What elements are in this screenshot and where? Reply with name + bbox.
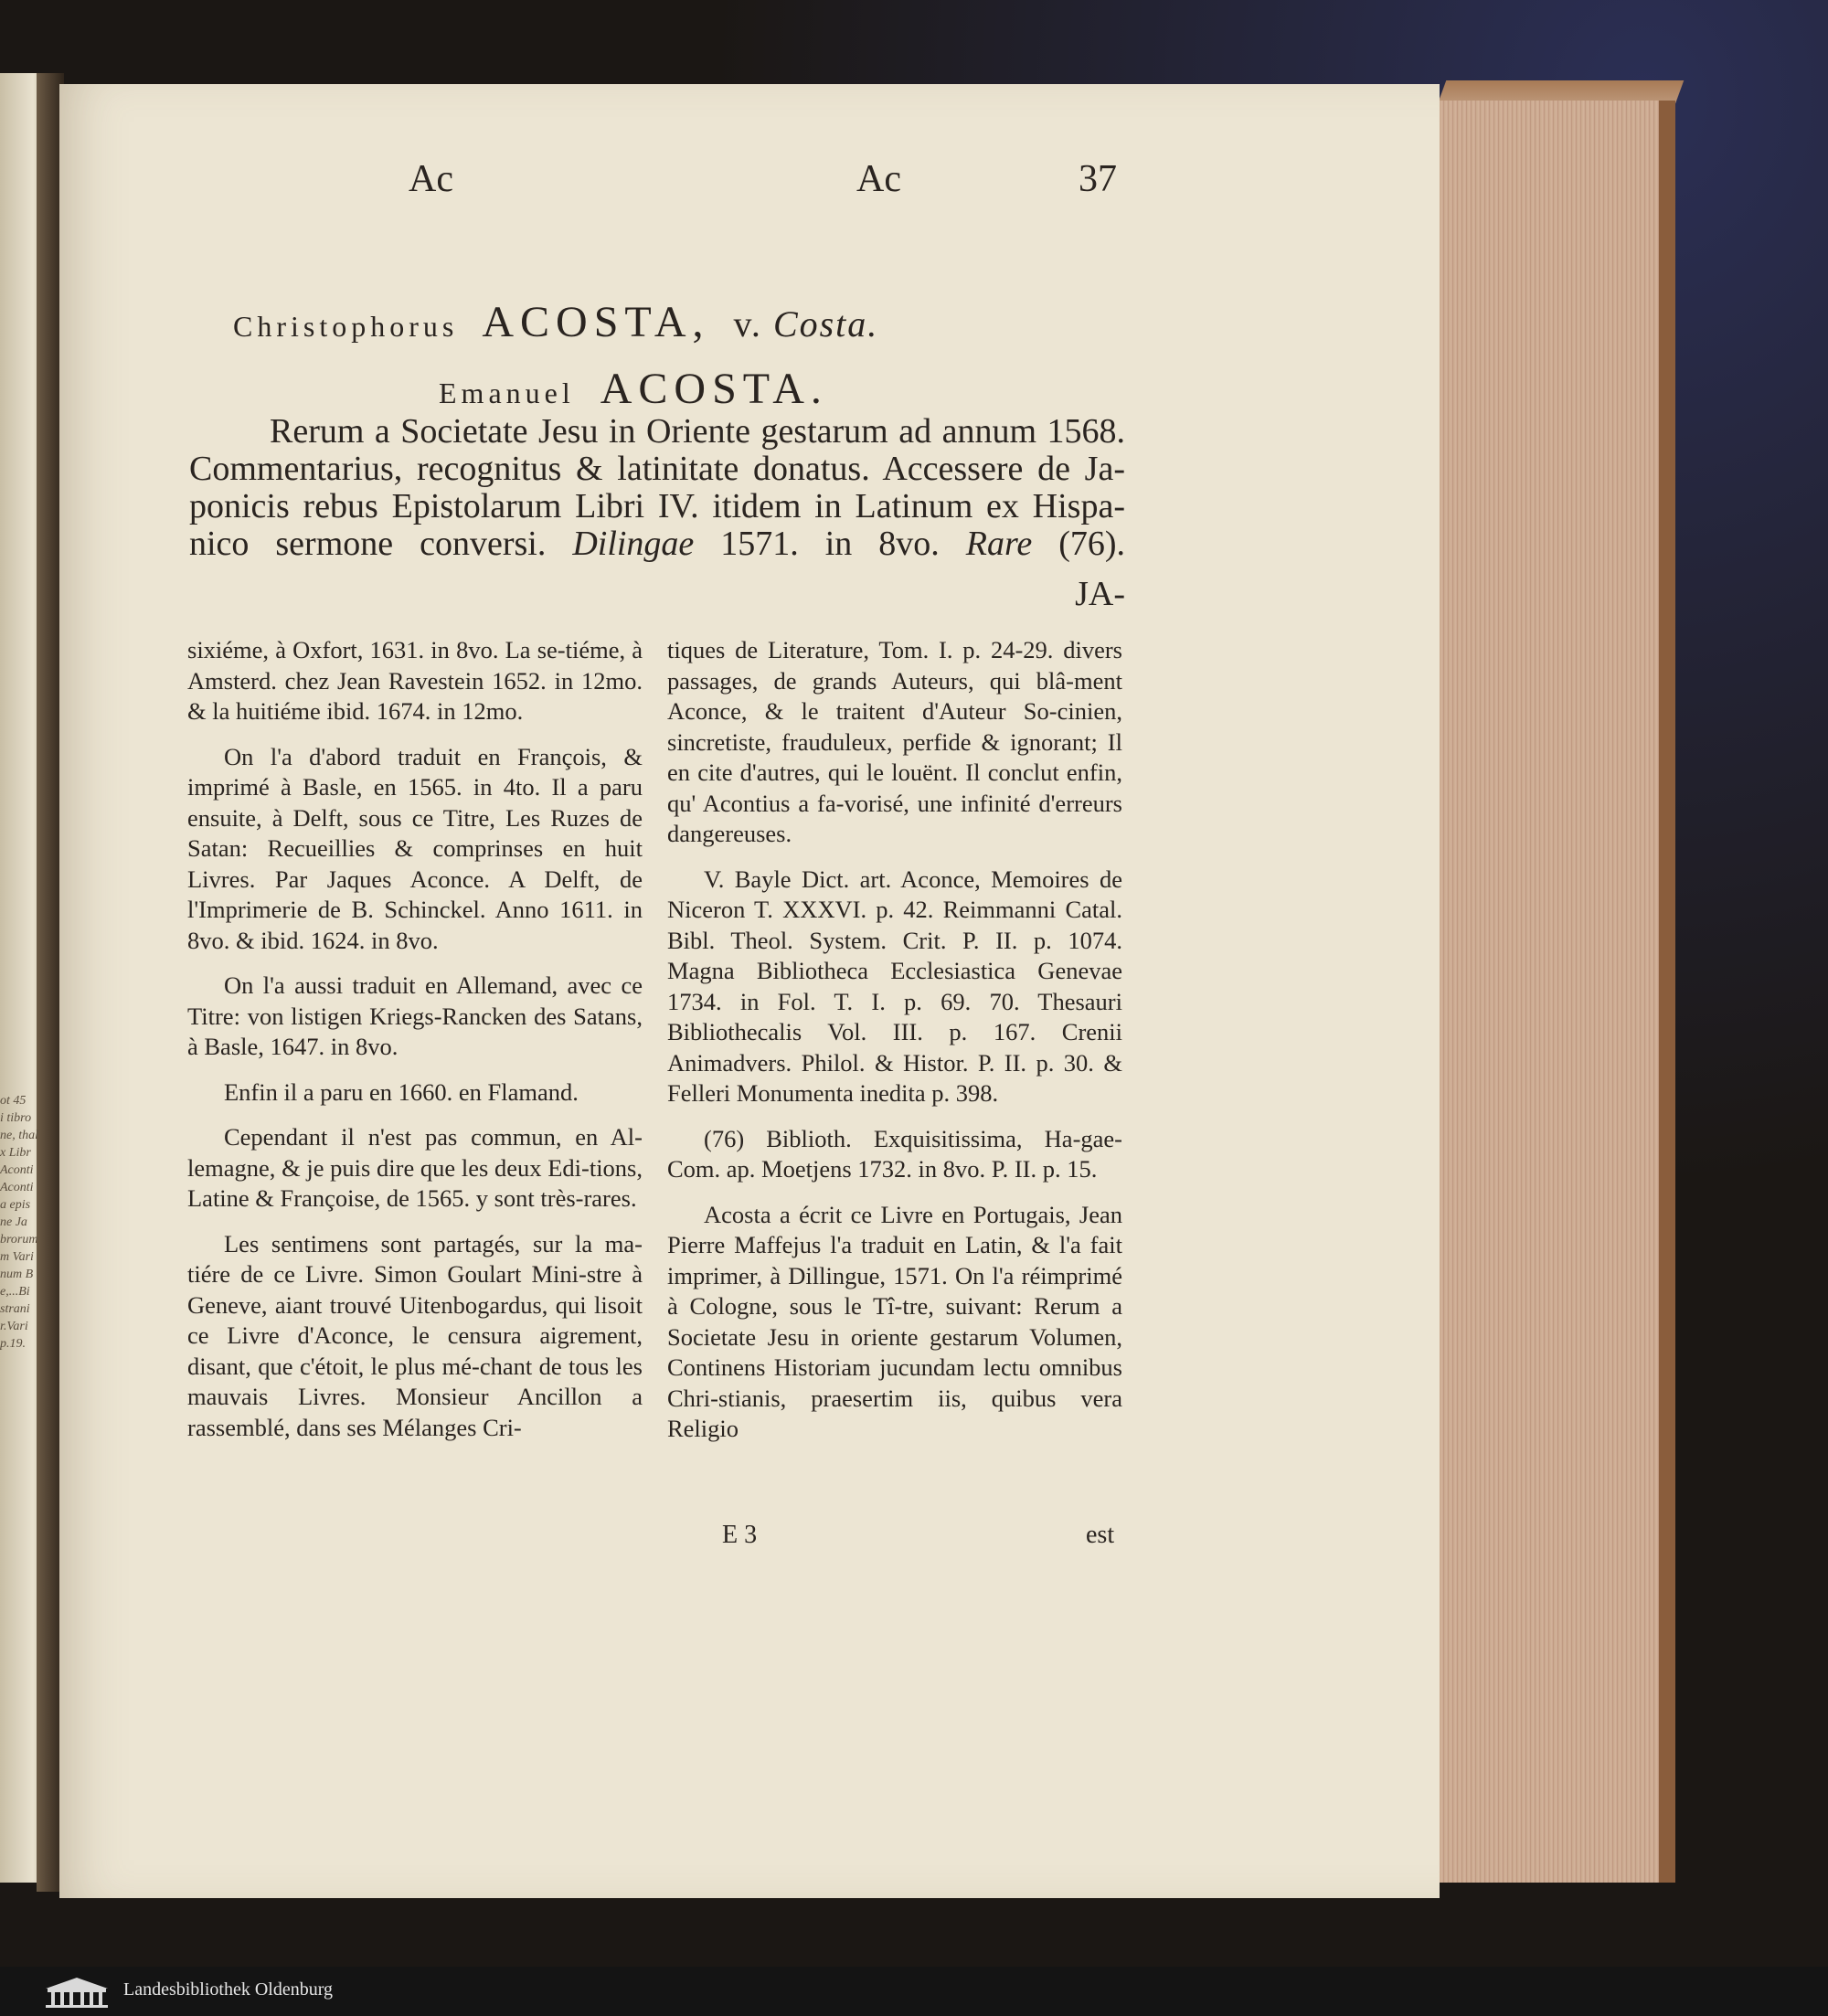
margin-note-line: m Vari <box>0 1250 34 1264</box>
entry-line: Rerum a Societate Jesu in Oriente gestarum ad annum 1568. <box>270 412 1125 451</box>
margin-note-line: ne Ja <box>0 1215 27 1229</box>
margin-note-line: ne, thal <box>0 1129 38 1142</box>
column-paragraph: Les sentimens sont partagés, sur la ma-tiére de ce Livre. Simon Goulart Mini-stre à Geneve, aiant trouvé Uitenbogardus, qui lisoit ce Livre d'Aconce, le censura aigrement, disant, que c'étoit, le plus mé-chant de tous les mauvais Livres. Monsieur Ancillon a rassemblé, dans ses Mélanges Cri- <box>187 1229 643 1441</box>
margin-note-line: Aconti <box>0 1163 34 1177</box>
column-paragraph: Enfin il a paru en 1660. en Flamand. <box>224 1077 579 1106</box>
heading-name-small-caps: Christophorus <box>233 310 459 343</box>
left-column <box>187 635 643 1458</box>
heading-name-small-caps: Emanuel <box>439 377 575 409</box>
column-paragraph: On l'a d'abord traduit en François, & imprimé à Basle, en 1565. in 4to. Il a paru ensuite, à Delft, sous ce Titre, Les Ruzes de Satan: Recueillies & comprinses en huit Livres. Par Jaques Aconce. A Delft, de l'Imprimerie de B. Schinckel. Anno 1611. in 8vo. & ibid. 1624. in 8vo. <box>187 742 643 954</box>
catchword: JA- <box>1075 575 1125 613</box>
entry-heading-christophorus <box>233 297 878 347</box>
margin-note-line: num B <box>0 1268 34 1281</box>
column-paragraph: tiques de Literature, Tom. I. p. 24-29. divers passages, de grands Auteurs, qui blâ-ment Aconce, & le traitent d'Auteur So-cinien, sincretiste, frauduleux, perfide & ignorant; Il en cite d'autres, qui le louënt. Il conclut enfin, qu' Acontius a fa-vorisé, une infinité d'erreurs dangereuses. <box>667 636 1122 847</box>
catchword-bottom: est <box>1086 1521 1115 1549</box>
entry-rarity: Rare <box>965 525 1033 563</box>
entry-place: Dilingae <box>572 525 695 563</box>
margin-note-line: i tibro <box>0 1111 32 1125</box>
margin-note-line: ot 45 <box>0 1094 27 1108</box>
entry-line: Commentarius, recognitus & latinitate donatus. Accessere de Ja- <box>189 450 1125 488</box>
margin-note-line: a epis <box>0 1198 31 1212</box>
signature-mark: E 3 <box>722 1521 758 1549</box>
heading-surname: ACOSTA. <box>600 365 828 413</box>
margin-note-line: p.19. <box>0 1337 26 1351</box>
margin-note-line: brorum <box>0 1233 38 1247</box>
entry-line: ponicis rebus Epistolarum Libri IV. itidem in Latinum ex Hispa- <box>189 487 1125 525</box>
column-paragraph: Acosta a écrit ce Livre en Portugais, Jean Pierre Maffejus l'a traduit en Latin, & l'a fait imprimer, à Dillingue, 1571. On l'a réimprimé à Cologne, sous le Tî-tre, suivant: Rerum a Societate Jesu in oriente gestarum Volumen, Continens Historiam jucundam lectu omnibus Chri-stianis, praesertim iis, quibus vera Religio <box>667 1200 1122 1442</box>
margin-note-line: r.Vari <box>0 1320 28 1333</box>
handwritten-margin-note <box>0 1092 44 1353</box>
running-header-left: Ac <box>409 158 453 200</box>
library-building-icon <box>42 1976 112 2009</box>
margin-note-line: x Libr <box>0 1146 31 1160</box>
entry-line: nico sermone conversi. Dilingae 1571. in 8vo. Rare (76). <box>189 525 1125 563</box>
column-paragraph: On l'a aussi traduit en Allemand, avec ce Titre: von listigen Kriegs-Rancken des Satans, à Basle, 1647. in 8vo. <box>187 971 643 1060</box>
book-page-block-edge <box>1440 101 1675 1883</box>
right-column <box>667 635 1122 1459</box>
library-footer-bar <box>0 1967 1828 2016</box>
column-paragraph: (76) Biblioth. Exquisitissima, Ha-gae-Com. ap. Moetjens 1732. in 8vo. P. II. p. 15. <box>667 1124 1122 1183</box>
bibliographic-entry <box>189 413 1125 613</box>
margin-note-line: e,...Bi <box>0 1285 30 1299</box>
heading-surname: ACOSTA, <box>482 298 710 346</box>
heading-see: v. <box>733 303 762 345</box>
column-paragraph: Cependant il n'est pas commun, en Al-lemagne, & je puis dire que les deux Edi-tions, Latine & Françoise, de 1565. y sont très-rares. <box>187 1123 643 1212</box>
entry-heading-emanuel <box>439 364 828 414</box>
page-number: 37 <box>1079 158 1117 200</box>
running-header-center: Ac <box>856 158 901 200</box>
margin-note-line: Aconti <box>0 1181 34 1194</box>
margin-note-line: strani <box>0 1302 30 1316</box>
column-paragraph: V. Bayle Dict. art. Aconce, Memoires de Niceron T. XXXVI. p. 42. Reimmanni Catal. Bibl. Theol. System. Crit. P. II. p. 1074. Magna Bibliotheca Ecclesiastica Genevae 1734. in Fol. T. I. p. 69. 70. Thesauri Bibliothecalis Vol. III. p. 167. Crenii Animadvers. Philol. & Histor. P. II. p. 30. & Felleri Monumenta inedita p. 398. <box>667 865 1122 1107</box>
heading-cross-reference: Costa. <box>772 303 879 345</box>
library-name: Landesbibliothek Oldenburg <box>123 1979 334 2000</box>
column-paragraph: sixiéme, à Oxfort, 1631. in 8vo. La se-tiéme, à Amsterd. chez Jean Ravestein 1652. in 12mo. & la huitiéme ibid. 1674. in 12mo. <box>187 636 643 725</box>
